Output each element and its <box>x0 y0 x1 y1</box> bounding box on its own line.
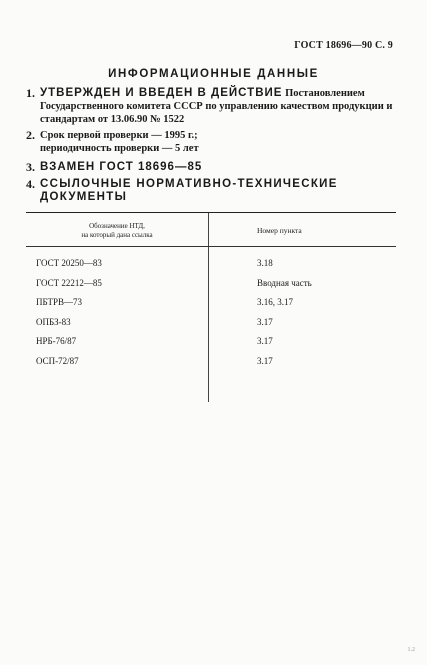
table-cell-doc: ПБТРВ—73 <box>36 297 83 307</box>
header-designation <box>26 213 209 246</box>
item-text <box>40 161 396 174</box>
clause-column <box>209 247 396 402</box>
item-line: периодичность проверки — 5 лет <box>40 143 199 154</box>
item-text <box>40 178 396 204</box>
table-cell-clause: 3.17 <box>257 316 273 327</box>
item-number: 4. <box>26 177 35 191</box>
item-line: Срок первой проверки — 1995 г.; <box>40 130 198 141</box>
designation-column <box>26 247 209 402</box>
item-heading: УТВЕРЖДЕН И ВВЕДЕН В ДЕЙСТВИЕ <box>40 87 283 99</box>
list-item <box>26 161 396 174</box>
item-number: 3. <box>26 160 35 174</box>
reference-table <box>26 212 396 402</box>
item-number: 2. <box>26 128 35 142</box>
table-cell-clause: 3.17 <box>257 355 273 366</box>
header-line: на который дана ссылка <box>81 230 153 239</box>
table-cell-clause: 3.17 <box>257 336 273 346</box>
list-item <box>26 129 396 155</box>
list-item <box>26 178 396 204</box>
table-header <box>26 213 396 247</box>
item-body: Постановлением Государственного комитета СССР по управлению качеством продукции и стандартам от 13.06.90 № 1522 <box>40 88 393 125</box>
item-text <box>40 129 396 155</box>
table-body <box>26 247 396 402</box>
table-cell-doc: НРБ-76/87 <box>36 336 77 346</box>
header-line: Обозначение НТД, <box>89 222 145 230</box>
page-header: ГОСТ 18696—90 С. 9 <box>294 40 393 51</box>
list-item <box>26 87 396 126</box>
table-cell-doc: ОСП-72/87 <box>36 355 79 366</box>
scan-mark: 1.2 <box>407 647 415 653</box>
item-heading: ВЗАМЕН ГОСТ 18696—85 <box>40 161 203 173</box>
item-heading: ССЫЛОЧНЫЕ НОРМАТИВНО-ТЕХНИЧЕСКИЕ ДОКУМЕНТЫ <box>40 178 338 203</box>
table-cell-doc: ОПБЗ-83 <box>36 316 71 327</box>
item-text <box>40 87 396 126</box>
table-cell-clause: 3.18 <box>257 258 273 268</box>
table-cell-doc: ГОСТ 22212—85 <box>36 277 102 288</box>
header-clause: Номер пункта <box>257 226 302 235</box>
table-cell-clause: 3.16, 3.17 <box>257 297 293 307</box>
table-cell-doc: ГОСТ 20250—83 <box>36 258 102 268</box>
table-cell-clause: Вводная часть <box>257 277 312 288</box>
item-number: 1. <box>26 86 35 100</box>
page-title: ИНФОРМАЦИОННЫЕ ДАННЫЕ <box>108 68 319 80</box>
